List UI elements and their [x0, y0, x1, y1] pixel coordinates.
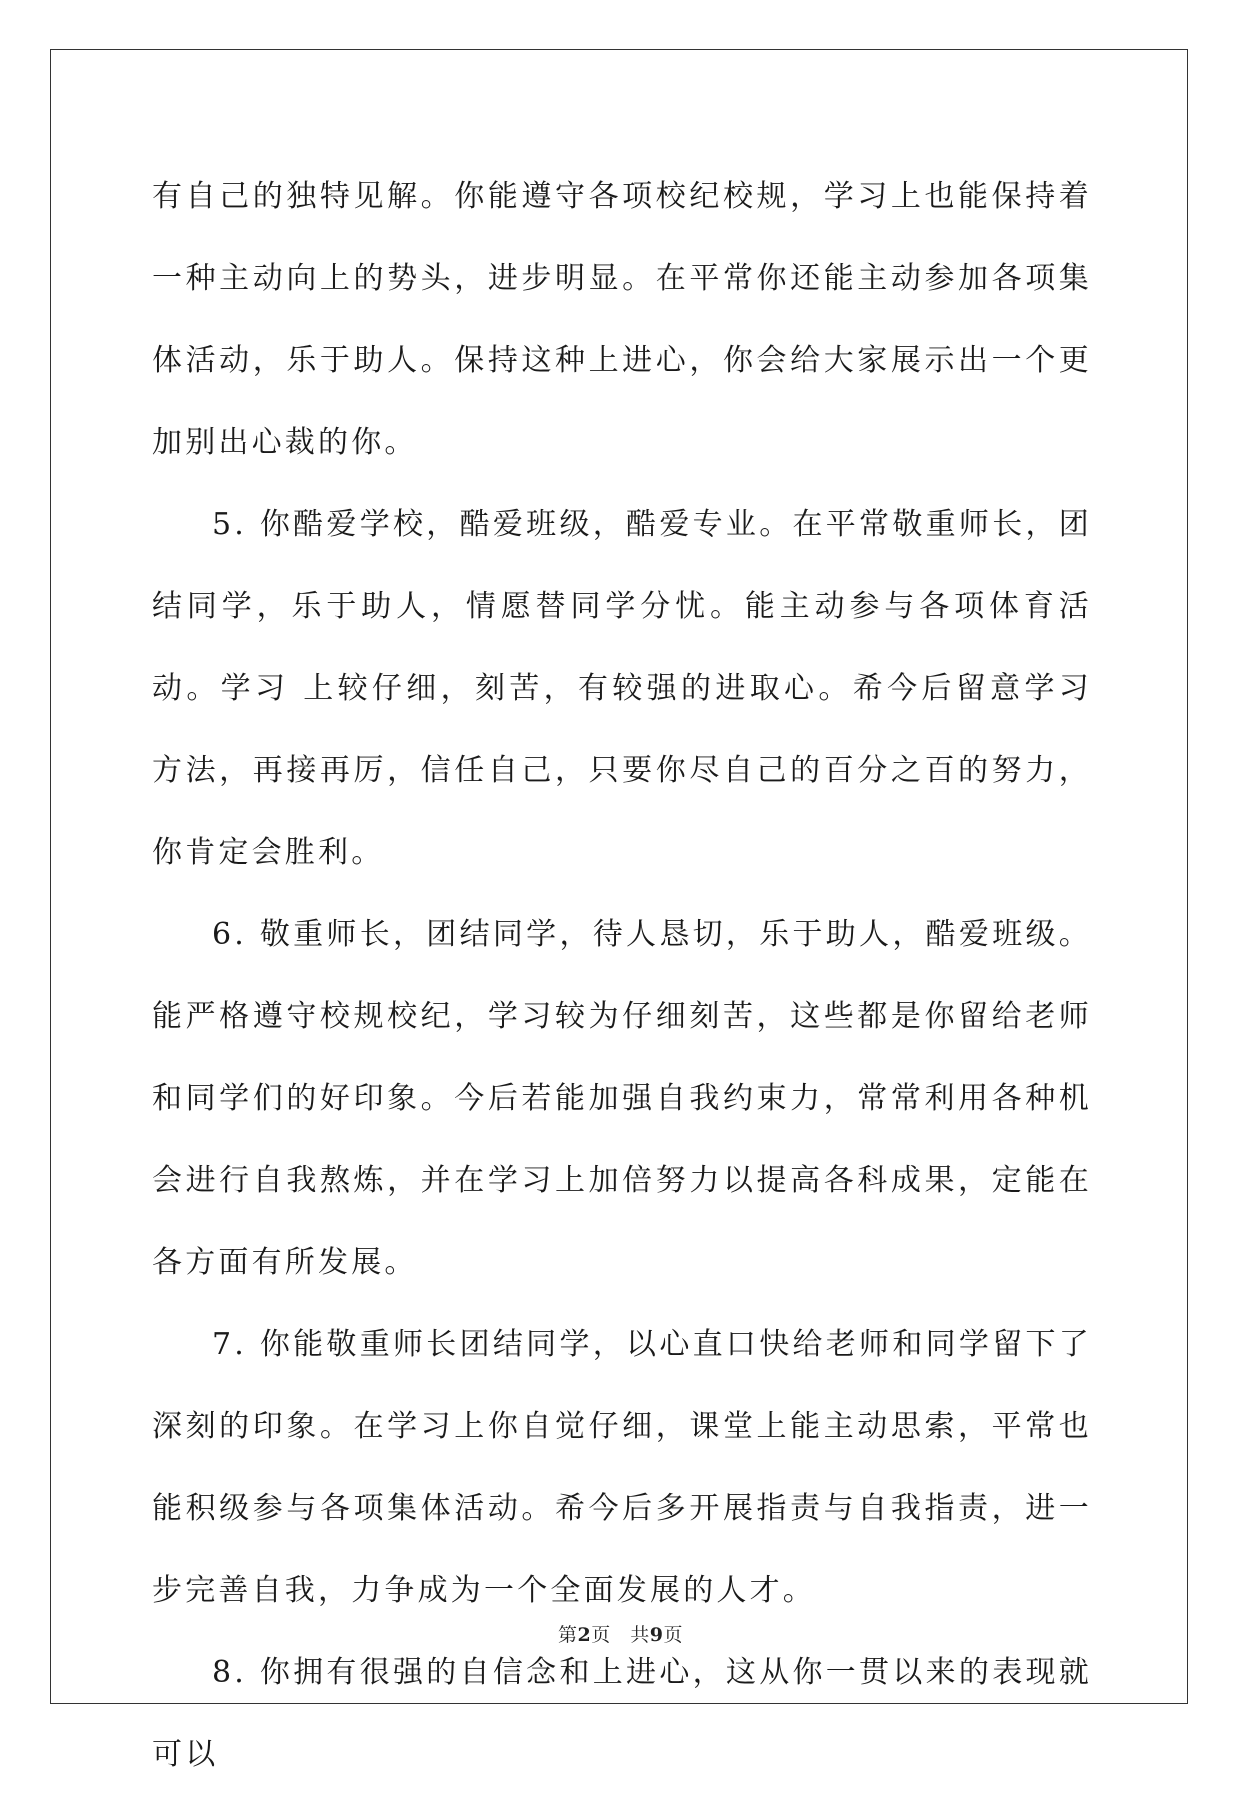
paragraph-item-5: 5. 你酷爱学校，酷爱班级，酷爱专业。在平常敬重师长，团结同学，乐于助人，情愿替同学分忧。能主动参与各项体育活动。学习 上较仔细，刻苦，有较强的进取心。希今后留意学习方法，再接再厉，信任自己，只要你尽自己的百分之百的努力，你肯定会胜利。: [152, 507, 1092, 870]
document-body: [152, 156, 1092, 1796]
total-page-count: 9: [649, 1624, 664, 1646]
footer-prefix: 第: [557, 1624, 578, 1646]
current-page-number: 2: [577, 1624, 592, 1646]
paragraph-item-8: 8. 你拥有很强的自信念和上进心，这从你一贯以来的表现就可以: [152, 1655, 1092, 1772]
paragraph-item-7: 7. 你能敬重师长团结同学，以心直口快给老师和同学留下了深刻的印象。在学习上你自觉仔细，课堂上能主动思索，平常也能积级参与各项集体活动。希今后多开展指责与自我指责，进一步完善自我，力争成为一个全面发展的人才。: [152, 1327, 1092, 1608]
footer-middle: 页 共: [591, 1624, 650, 1646]
paragraph-item-6: 6. 敬重师长，团结同学，待人恳切，乐于助人，酷爱班级。能严格遵守校规校纪，学习较为仔细刻苦，这些都是你留给老师和同学们的好印象。今后若能加强自我约束力，常常利用各种机会进行自我熬炼，并在学习上加倍努力以提高各科成果，定能在各方面有所发展。: [152, 917, 1092, 1280]
paragraph-continued: 有自己的独特见解。你能遵守各项校纪校规，学习上也能保持着一种主动向上的势头，进步明显。在平常你还能主动参加各项集体活动，乐于助人。保持这种上进心，你会给大家展示出一个更加别出心裁的你。: [152, 179, 1092, 460]
footer-suffix: 页: [663, 1624, 683, 1646]
page-number-footer: [0, 1620, 1241, 1647]
